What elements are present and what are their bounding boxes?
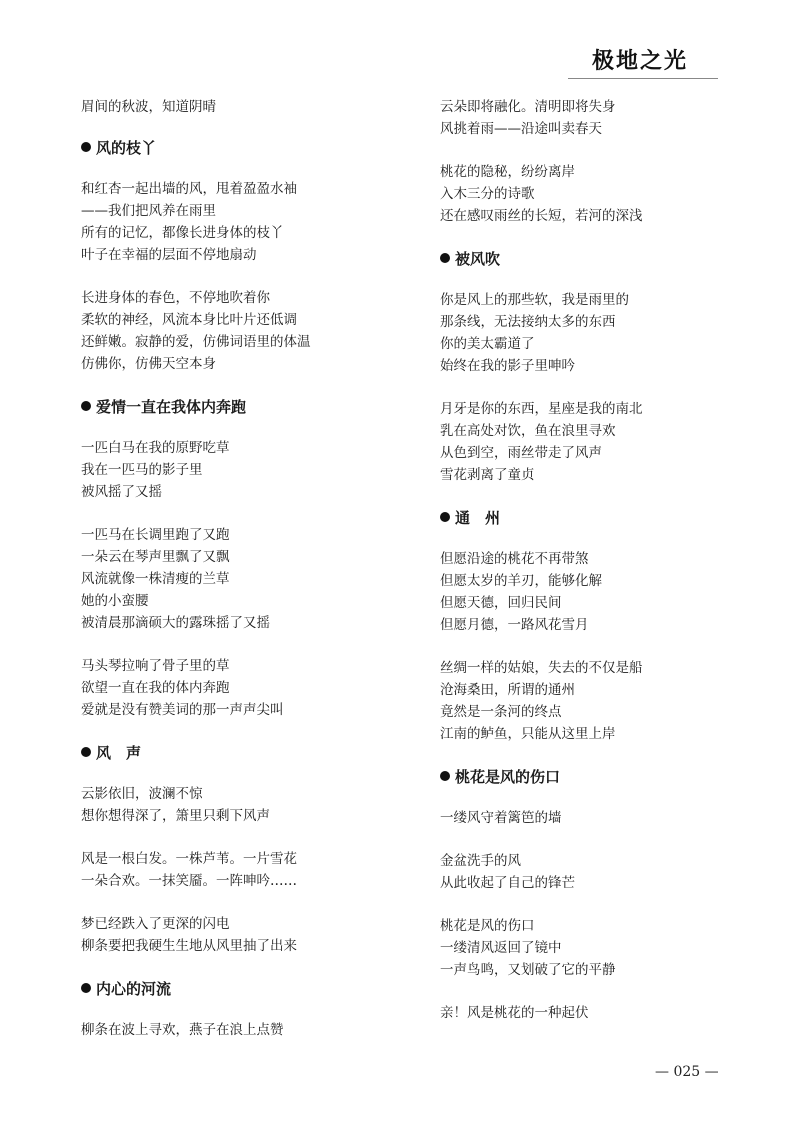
stanza: [440, 96, 740, 140]
poem-line: 所有的记忆，都像长进身体的枝丫: [81, 225, 284, 241]
poem-line: 始终在我的影子里呻吟: [440, 358, 575, 374]
bullet-icon: [81, 401, 91, 411]
poem-line: 想你想得深了，箫里只剩下风声: [81, 808, 270, 824]
poem-line: 风是一根白发。一株芦苇。一片雪花: [81, 851, 297, 867]
poem-line: 风流就像一株清瘦的兰草: [81, 571, 230, 587]
bullet-icon: [440, 253, 450, 263]
poem-line: 竟然是一条河的终点: [440, 704, 562, 720]
section-title: 被风吹: [455, 250, 501, 268]
poem-line: 雪花剥离了童贞: [440, 467, 535, 483]
stanza: [81, 1019, 381, 1041]
stanza: [81, 437, 381, 503]
poem-line: 一声鸟鸣，又划破了它的平静: [440, 962, 616, 978]
stanza: [81, 287, 381, 375]
poem-line: 月牙是你的东西，星座是我的南北: [440, 401, 643, 417]
stanza: [440, 657, 740, 745]
stanza: [440, 915, 740, 981]
stanza: [81, 783, 381, 827]
poem-line: 一匹马在长调里跑了又跑: [81, 527, 230, 543]
poem-line: 云朵即将融化。清明即将失身: [440, 99, 616, 115]
section-heading: [81, 136, 381, 160]
poem-line: 被风摇了又摇: [81, 484, 162, 500]
stanza: [81, 655, 381, 721]
poem-line: 风挑着雨——沿途叫卖春天: [440, 121, 602, 137]
poem-line: 被清晨那滴硕大的露珠摇了又摇: [81, 615, 270, 631]
bullet-icon: [440, 771, 450, 781]
section-heading: [81, 741, 381, 765]
stanza: [81, 178, 381, 266]
poem-line: 但愿天德，回归民间: [440, 595, 562, 611]
poem-line: 但愿太岁的羊刃，能够化解: [440, 573, 602, 589]
poem-line: 我在一匹马的影子里: [81, 462, 203, 478]
poem-line: 一缕清风返回了镜中: [440, 940, 562, 956]
poem-line: 一缕风守着篱笆的墙: [440, 810, 562, 826]
poem-line: 亲！风是桃花的一种起伏: [440, 1005, 589, 1021]
poem-line: 金盆洗手的风: [440, 853, 521, 869]
header-title: 极地之光: [592, 49, 689, 74]
intro-line: 眉间的秋波，知道阴晴: [81, 99, 216, 115]
poem-line: 你是风上的那些软，我是雨里的: [440, 292, 629, 308]
page-number: — 025 —: [655, 1064, 719, 1080]
section-title: 爱情一直在我体内奔跑: [96, 398, 247, 416]
section-heading: [440, 765, 740, 789]
poem-line: 仿佛你，仿佛天空本身: [81, 356, 216, 372]
section-title: 内心的河流: [96, 980, 172, 998]
stanza: [81, 913, 381, 957]
stanza: [440, 161, 740, 227]
poem-line: 她的小蛮腰: [81, 593, 149, 609]
stanza: [81, 524, 381, 634]
bullet-icon: [440, 512, 450, 522]
section-title: 通 州: [455, 509, 501, 527]
stanza: [440, 398, 740, 486]
section-title: 风 声: [96, 744, 142, 762]
poem-line: 梦已经跌入了更深的闪电: [81, 916, 230, 932]
poem-line: 柳条在波上寻欢，燕子在浪上点赞: [81, 1022, 284, 1038]
stanza: [440, 548, 740, 636]
stanza: [81, 848, 381, 892]
poem-line: 一朵合欢。一抹笑靥。一阵呻吟……: [81, 873, 297, 889]
left-column: [81, 96, 381, 1041]
poem-line: 欲望一直在我的体内奔跑: [81, 680, 230, 696]
section-heading: [440, 506, 740, 530]
poem-line: 桃花的隐秘，纷纷离岸: [440, 164, 575, 180]
poem-line: 还在感叹雨丝的长短，若河的深浅: [440, 208, 643, 224]
right-column: [440, 96, 740, 1024]
poem-line: 马头琴拉响了骨子里的草: [81, 658, 230, 674]
poem-line: 叶子在幸福的层面不停地扇动: [81, 247, 257, 263]
stanza: [440, 1002, 740, 1024]
stanza: [440, 289, 740, 377]
poem-line: 长进身体的春色，不停地吹着你: [81, 290, 270, 306]
poem-line: 从色到空，雨丝带走了风声: [440, 445, 602, 461]
section-title: 风的枝丫: [96, 139, 157, 157]
poem-line: 乳在高处对饮，鱼在浪里寻欢: [440, 423, 616, 439]
poem-line: 一匹白马在我的原野吃草: [81, 440, 230, 456]
poem-line: 入木三分的诗歌: [440, 186, 535, 202]
poem-line: 云影依旧，波澜不惊: [81, 786, 203, 802]
poem-line: 和红杏一起出墙的风，甩着盈盈水袖: [81, 181, 297, 197]
poem-line: 但愿沿途的桃花不再带煞: [440, 551, 589, 567]
bullet-icon: [81, 983, 91, 993]
poem-line: 爱就是没有赞美词的那一声声尖叫: [81, 702, 284, 718]
poem-line: 桃花是风的伤口: [440, 918, 535, 934]
stanza: [440, 850, 740, 894]
section-heading: [81, 395, 381, 419]
section-title: 桃花是风的伤口: [455, 768, 561, 786]
stanza: [440, 807, 740, 829]
header-rule: [568, 78, 718, 79]
poem-line: 但愿月德，一路风花雪月: [440, 617, 589, 633]
poem-line: 从此收起了自己的锋芒: [440, 875, 575, 891]
poem-line: 你的美太霸道了: [440, 336, 535, 352]
poem-line: 丝绸一样的姑娘，失去的不仅是船: [440, 660, 643, 676]
poem-line: 江南的鲈鱼，只能从这里上岸: [440, 726, 616, 742]
poem-line: 一朵云在琴声里飘了又飘: [81, 549, 230, 565]
poem-line: 还鲜嫩。寂静的爱，仿佛词语里的体温: [81, 334, 311, 350]
poem-line: 那条线，无法接纳太多的东西: [440, 314, 616, 330]
bullet-icon: [81, 747, 91, 757]
poem-line: 柔软的神经，风流本身比叶片还低调: [81, 312, 297, 328]
poem-line: ——我们把风养在雨里: [81, 203, 216, 219]
section-heading: [440, 247, 740, 271]
poem-line: 柳条要把我硬生生地从风里抽了出来: [81, 938, 297, 954]
bullet-icon: [81, 142, 91, 152]
section-heading: [81, 977, 381, 1001]
poem-line: 沧海桑田，所谓的通州: [440, 682, 575, 698]
